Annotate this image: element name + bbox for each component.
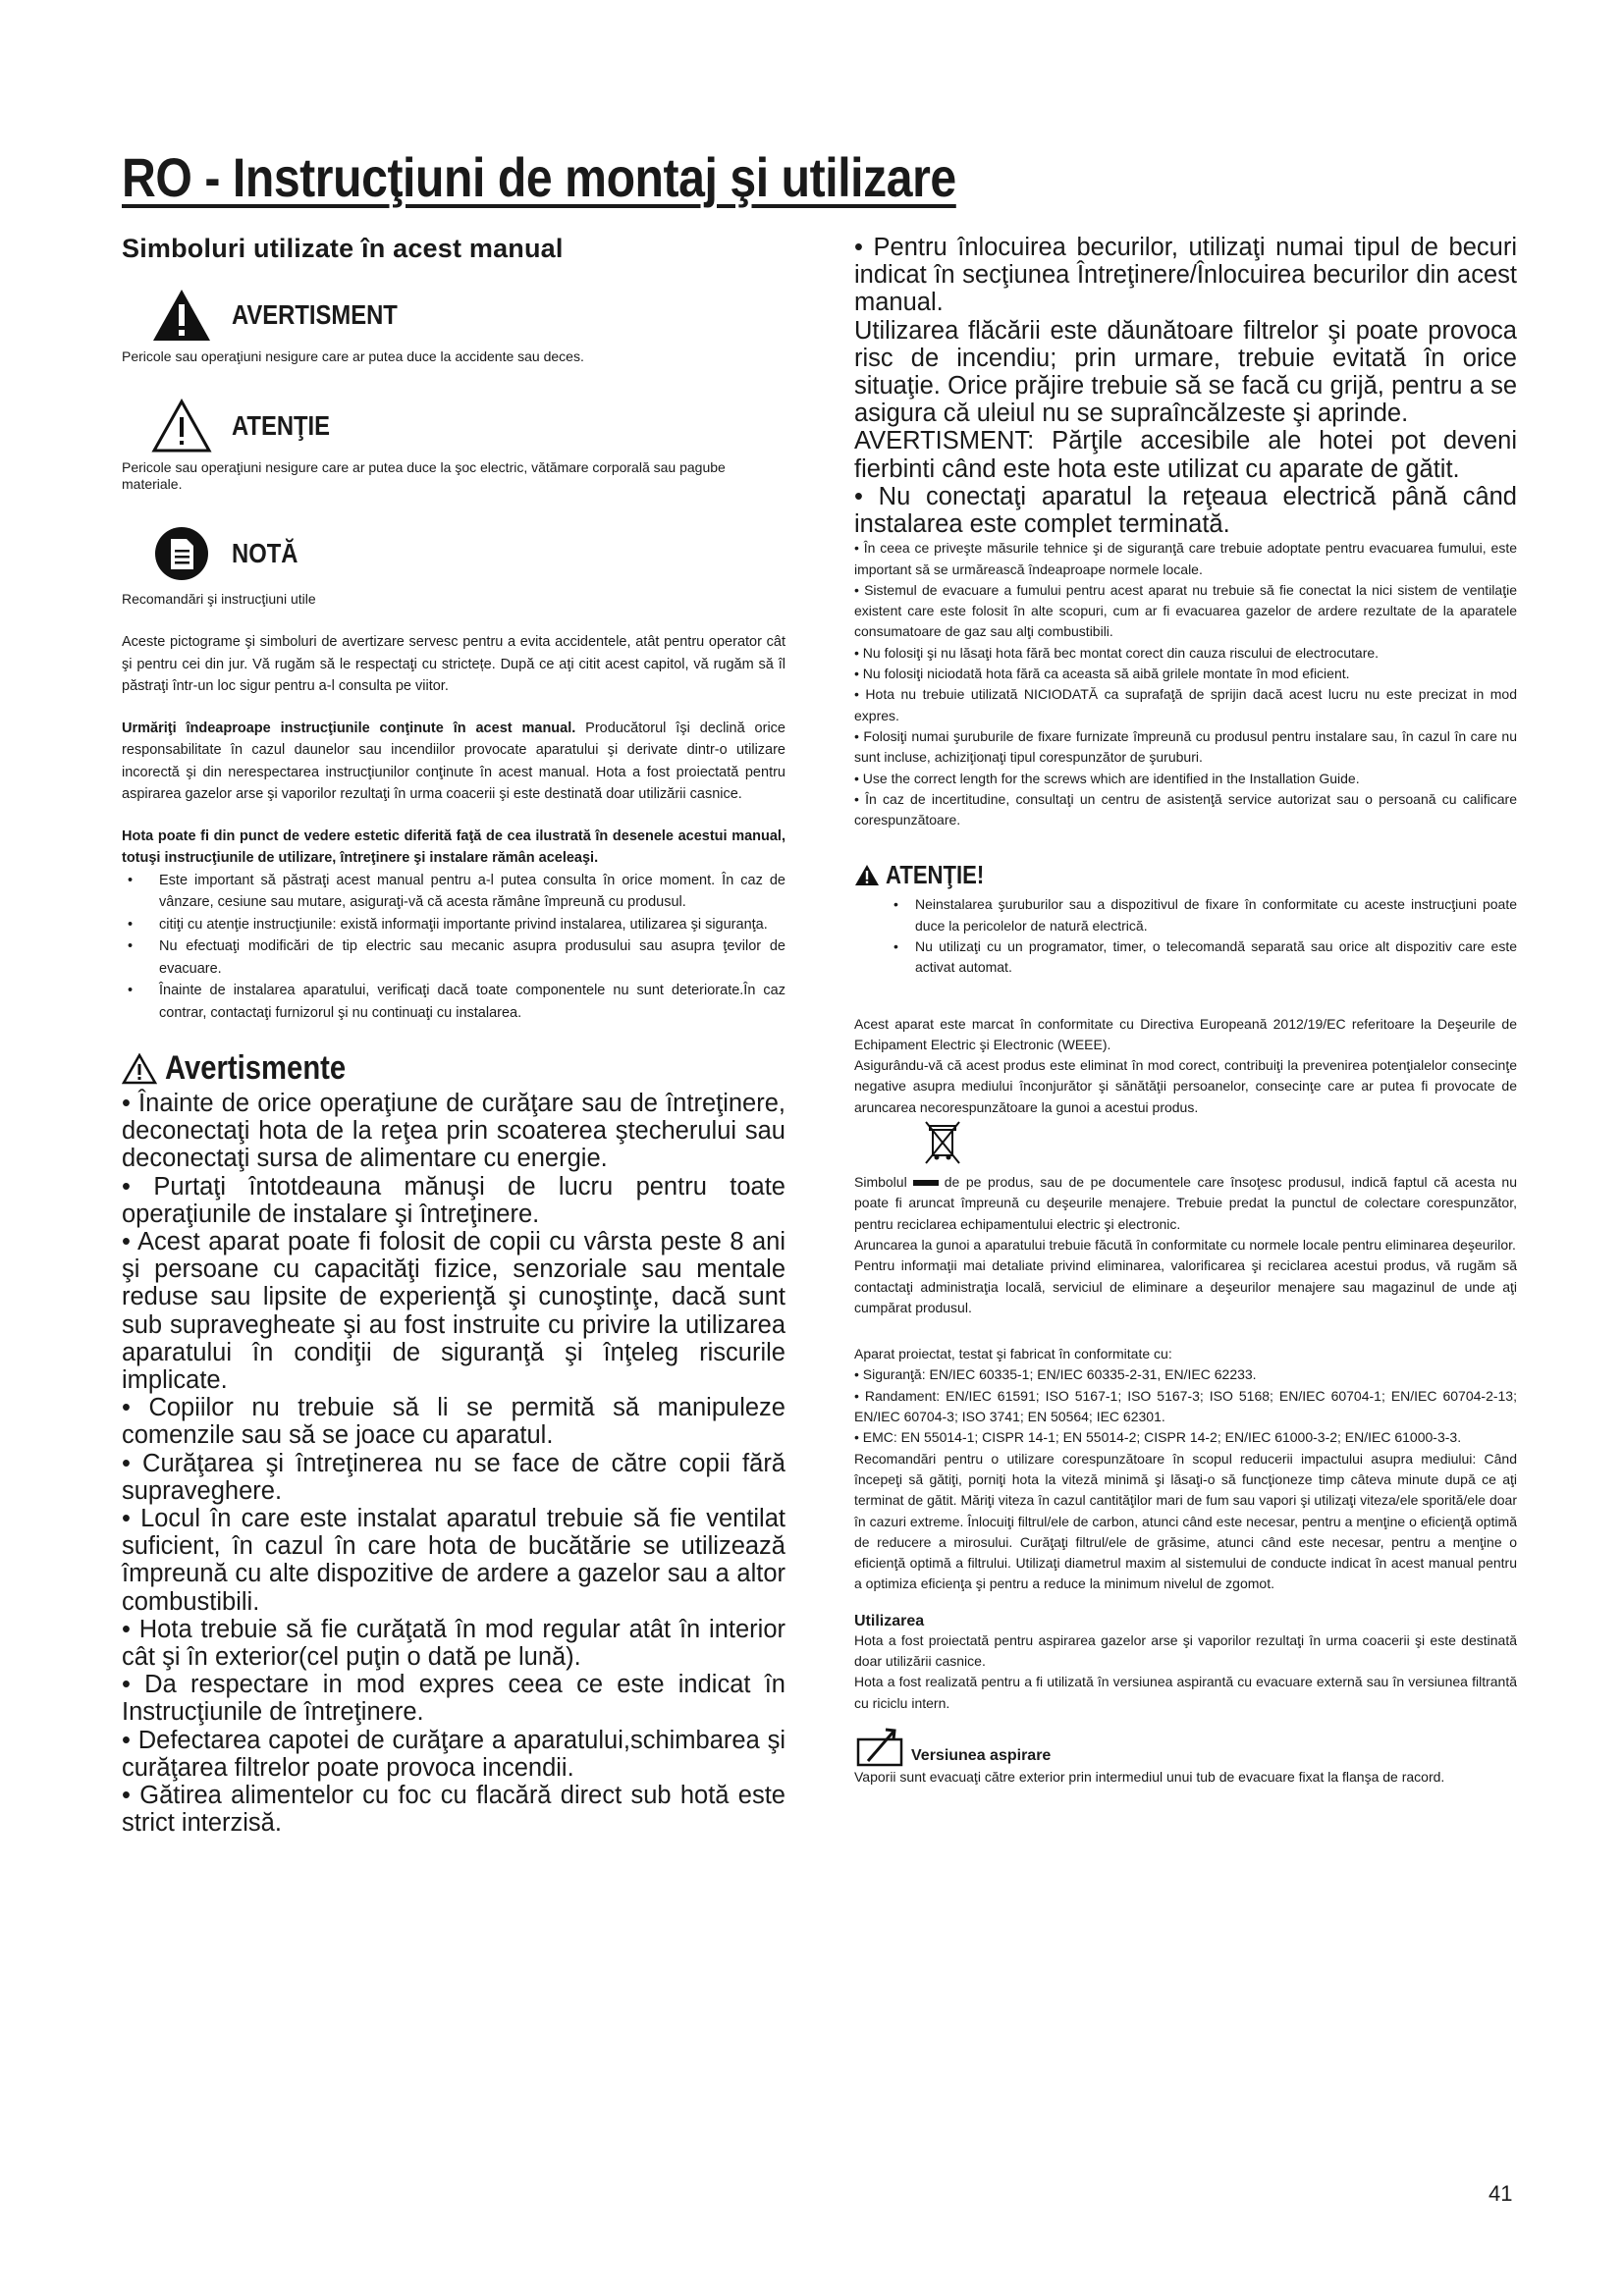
- symbol-paragraph: [854, 1172, 1517, 1235]
- caution-label: ATENŢIE: [232, 410, 331, 441]
- recommend-paragraph: Recomandări pentru o utilizare corespunzătoare în scopul reducerii impactului asupra mediului: Când începeţi să gătiţi, porniţi hota la viteză minimă şi lăsaţi-o să funcţioneze timp câteva minute după ce aţi terminat de gătit. Măriţi viteza în cazul cantităţilor mari de fum sau vapori şi utilizaţi viteza/ele sporită/ele doar în cazuri extreme. Înlocuiţi filtrul/ele de carbon, atunci când este necesar, pentru a menţine o eficienţă optimă de reducere a mirosului. Curăţaţi filtrul/ele de grăsime, atunci când este necesar, pentru a menţine o eficienţă optimă a filtrului. Utilizaţi diametrul maxim al sistemului de conducte indicat în acest manual pentru a optimiza eficienţa şi pentru a reduce la minimum nivelul de zgomot.: [854, 1450, 1517, 1592]
- large-item: Utilizarea flăcării este dăunătoare filtrelor şi poate provoca risc de incendiu; prin urmare, trebuie evitată în orice situaţie. Orice prăjire trebuie să se facă cu grijă, pentru a se asigura că uleiul nu se supraîncălzeste şi aprinde.: [854, 316, 1517, 428]
- warning-item: • Acest aparat poate fi folosit de copii cu vârsta peste 8 ani şi persoane cu capacităţi fizice, senzoriale sau mentale reduse sau lipsite de experienţă şi cunoştinţe, dacă sunt sub supravegheate şi au fost instruite cu privire la utilizarea aparatului în condiţii de siguranţă şi înţeleg riscurile implicate.: [122, 1228, 785, 1395]
- list-item: • Nu efectuaţi modificări de tip electric sau mecanic asupra produsului sau asupra ţevilor de evacuare.: [122, 935, 785, 980]
- extraction-hood-icon: [854, 1726, 907, 1767]
- small-item: • Nu folosiţi şi nu lăsaţi hota fără bec montat corect din cauza riscului de electrocutare.: [854, 644, 1380, 661]
- large-item: AVERTISMENT: Părţile accesibile ale hotei pot deveni fierbinti când este hota este utilizat cu aparate de gătit.: [854, 427, 1517, 483]
- version-title: Versiunea aspirare: [911, 1746, 1052, 1764]
- follow-rest: Producătorul îşi declină orice responsabilitate în cazul daunelor sau incendiilor provocate aparatului şi derivate dintr-o utilizare incorectă şi din nerespectarea instrucţiunilor conţinute în acest manual. Hota a fost proiectată pentru aspirarea gazelor arse şi vaporilor rezultaţi în urma coacerii şi este destinată doar utilizării casnice.: [122, 720, 785, 802]
- small-item: • În caz de incertitudine, consultaţi un centru de asistenţă service autorizat sau o persoană cu calificare corespunzătoare.: [854, 790, 1517, 828]
- weee-paragraph-2: Asigurându-vă că acest produs este eliminat în mod corect, contribuiţi la prevenirea potenţialelor consecinţe negative asupra mediului înconjurător şi sănătăţii persoanelor, consecinţe care ar putea fi provocate de aruncarea necorespunzătoare la gunoi a acestui produs.: [854, 1057, 1517, 1115]
- warning-item: • Da respectare in mod expres ceea ce este indicat în Instrucţiunile de întreţinere.: [122, 1671, 785, 1727]
- usage-paragraph-2: Hota a fost realizată pentru a fi utilizată în versiunea aspirantă cu evacuare externă sau în versiunea filtrantă cu riciclu intern.: [854, 1674, 1517, 1711]
- version-desc: Vaporii sunt evacuaţi către exterior prin intermediul unui tub de evacuare fixat la flanşa de racord.: [854, 1768, 1445, 1785]
- warning-triangle-outline-icon: [122, 1053, 157, 1085]
- standard-item: • Randament: EN/IEC 61591; ISO 5167-1; ISO 5167-3; ISO 5168; EN/IEC 60704-1; EN/IEC 60704-2-13; EN/IEC 60704-3; ISO 3741; EN 50564; IEC 62301.: [854, 1387, 1517, 1425]
- warning-item: • Locul în care este instalat aparatul trebuie să fie ventilat suficient, în cazul în care hota de bucătărie se utilizează împreună cu alte dispozitive de ardere a gazelor sau a altor combustibili.: [122, 1505, 785, 1616]
- warnings-heading: [122, 1049, 785, 1088]
- differ-bold: Hota poate fi din punct de vedere estetic diferită faţă de cea ilustrată în desenele acestui manual, totuşi instrucţiunile de utilizare, întreţinere şi instalare rămân aceleaşi.: [122, 828, 785, 866]
- attention-heading: [854, 860, 1517, 890]
- attention-list: [854, 894, 1517, 978]
- attention-title: ATENŢIE!: [886, 860, 985, 890]
- weee-bin-symbol: [923, 1120, 1517, 1170]
- small-item: • Nu folosiţi niciodată hota fără ca aceasta să aibă grilele montate în mod eficient.: [854, 666, 1350, 682]
- warning-label: AVERTISMENT: [232, 299, 398, 330]
- note-label: NOTĂ: [232, 538, 298, 568]
- crossed-bin-icon: [923, 1120, 962, 1165]
- symbols-subtitle: Simboluri utilizate în acest manual: [122, 234, 564, 263]
- page-number: 41: [1489, 2181, 1513, 2206]
- warning-triangle-outline-icon: [151, 399, 212, 454]
- warning-item: • Curăţarea şi întreţinerea nu se face de către copii fără supraveghere.: [122, 1449, 785, 1505]
- page-title: RO - Instrucţiuni de montaj şi utilizare: [122, 146, 956, 208]
- differ-paragraph: [122, 826, 785, 870]
- symbol-post: de pe produs, sau de pe documentele care însoţesc produsul, indică faptul că acesta nu poate fi aruncat împreună cu deşeurile menajere. Trebuie predat la punctul de colectare corespunzător, pentru reciclarea echipamentului electric şi electronic.: [854, 1174, 1517, 1232]
- note-desc: Recomandări şi instrucţiuni utile: [122, 591, 316, 607]
- weee-paragraph: Acest aparat este marcat în conformitate cu Directiva Europeană 2012/19/EC referitoare la Deşeurile de Echipament Electric şi Electronic (WEEE).: [854, 1015, 1517, 1052]
- small-item: • Folosiţi numai şuruburile de fixare furnizate împreună cu produsul pentru instalare sau, în cazul în care nu sunt incluse, achiziţionaţi tipul corespunzător de şuruburi.: [854, 727, 1517, 766]
- warning-triangle-filled-icon: [854, 864, 880, 886]
- warning-triangle-filled-icon: [151, 288, 212, 343]
- list-item: • Nu utilizaţi cu un programator, timer, o telecomandă separată sau orice alt dispozitiv care este activat automat.: [854, 936, 1517, 979]
- list-item: • Neinstalarea şuruburilor sau a dispozitivul de fixare în conformitate cu aceste instrucţiuni poate duce la pericolelor de natură electrică.: [854, 894, 1517, 936]
- warning-item: • Copiilor nu trebuie să li se permită să manipuleze comenzile sau să se joace cu aparatul.: [122, 1394, 785, 1450]
- caution-symbol: [122, 399, 785, 454]
- list-item: • citiţi cu atenţie instrucţiunile: există informaţii importante privind instalarea, utilizarea şi siguranţa.: [122, 914, 785, 936]
- intro-paragraph: Aceste pictograme şi simboluri de avertizare servesc pentru a evita accidentele, atât pentru operator cât şi pentru cei din jur. Vă rugăm să le respectaţi cu strictețe. După ce aţi citit acest capitol, vă rugăm să îl păstraţi într-un loc sigur pentru a-l consulta pe viitor.: [122, 634, 785, 694]
- info-paragraph: Pentru informaţii mai detaliate privind eliminarea, valorificarea şi reciclarea acestui produs, vă rugăm să contactaţi administraţia locală, serviciul de eliminare a deşeurilor menajere sau magazinul de unde aţi cumpărat produsul.: [854, 1257, 1517, 1315]
- usage-paragraph-1: Hota a fost proiectată pentru aspirarea gazelor arse şi vaporilor rezultaţi în urma coacerii şi este destinată doar utilizării casnice.: [854, 1631, 1517, 1669]
- warnings-list: [122, 1090, 785, 1837]
- standard-item: • Siguranţă: EN/IEC 60335-1; EN/IEC 60335-2-31, EN/IEC 62233.: [854, 1366, 1257, 1383]
- small-item: • Sistemul de evacuare a fumului pentru acest aparat nu trebuie să fie conectat la nici sistem de ventilaţie existent care este folosit în alte scopuri, cum ar fi evacuarea gazelor de ardere rezultate de la aparatele consumatoare de gaz sau alţi combustibili.: [854, 581, 1517, 640]
- intro-bullets: [122, 870, 785, 1025]
- list-item: • Este important să păstraţi acest manual pentru a-l putea consulta în orice moment. În caz de vânzare, cesiune sau mutare, asiguraţi-vă că acesta rămâne împreună cu produsul.: [122, 870, 785, 914]
- large-item: • Pentru înlocuirea becurilor, utilizaţi numai tipul de becuri indicat în secţiunea Întreţinere/Înlocuirea becurilor din acest manual.: [854, 234, 1517, 317]
- warnings-title: Avertismente: [165, 1049, 347, 1087]
- standard-item: • EMC: EN 55014-1; CISPR 14-1; EN 55014-2; CISPR 14-2; EN/IEC 61000-3-2; EN/IEC 61000-3-3.: [854, 1429, 1462, 1446]
- right-column: [854, 234, 1517, 1788]
- usage-heading: Utilizarea: [854, 1612, 925, 1629]
- list-item: • Înainte de instalarea aparatului, verificaţi dacă toate componentele nu sunt deteriorate.În caz contrar, contactaţi furnizorul şi nu continuaţi cu instalarea.: [122, 980, 785, 1024]
- note-document-icon: [151, 526, 212, 581]
- follow-paragraph: [122, 718, 785, 806]
- designed-paragraph: Aparat proiectat, testat şi fabricat în conformitate cu:: [854, 1346, 1172, 1362]
- small-item: • În ceea ce priveşte măsurile tehnice şi de siguranţă care trebuie adoptate pentru evacuarea fumului, este important să se urmărească îndeaproape normele locale.: [854, 540, 1517, 577]
- warning-desc: Pericole sau operaţiuni nesigure care ar putea duce la accidente sau deces.: [122, 348, 584, 364]
- warning-item: • Purtaţi întotdeauna mănuşi de lucru pentru toate operaţiunile de instalare şi întreţinere.: [122, 1172, 785, 1228]
- symbol-pre: Simbolul: [854, 1174, 907, 1191]
- version-heading: [854, 1726, 1517, 1767]
- note-symbol: [122, 526, 785, 581]
- left-column: [122, 234, 785, 1837]
- bin-bar-icon: [913, 1180, 939, 1186]
- warning-item: • Gătirea alimentelor cu foc cu flacără direct sub hotă este strict interzisă.: [122, 1782, 785, 1838]
- warning-item: • Hota trebuie să fie curăţată în mod regular atât în interior cât şi în exterior(cel puţin o dată pe lună).: [122, 1615, 785, 1672]
- warning-item: • Defectarea capotei de curăţare a aparatului,schimbarea şi curăţarea filtrelor poate provoca incendii.: [122, 1726, 785, 1782]
- small-item: • Use the correct length for the screws which are identified in the Installation Guide.: [854, 770, 1360, 786]
- caution-desc: Pericole sau operaţiuni nesigure care ar putea duce la şoc electric, vătămare corporală sau pagube materiale.: [122, 459, 726, 492]
- small-item: • Hota nu trebuie utilizată NICIODATĂ ca suprafaţă de sprijin dacă acest lucru nu este precizat in mod expres.: [854, 686, 1517, 723]
- warning-item: • Înainte de orice operaţiune de curăţare sau de întreţinere, deconectaţi hota de la reţea prin scoaterea ştecherului sau deconectaţi sursa de alimentare cu energie.: [122, 1090, 785, 1173]
- large-item: • Nu conectaţi aparatul la reţeaua electrică până când instalarea este complet terminată.: [854, 482, 1517, 539]
- warning-symbol: [122, 288, 785, 343]
- disposal-paragraph: Aruncarea la gunoi a aparatului trebuie făcută în conformitate cu normele locale pentru eliminarea deşeurilor.: [854, 1236, 1516, 1253]
- follow-bold: Urmăriţi îndeaproape instrucţiunile conţinute în acest manual.: [122, 720, 576, 736]
